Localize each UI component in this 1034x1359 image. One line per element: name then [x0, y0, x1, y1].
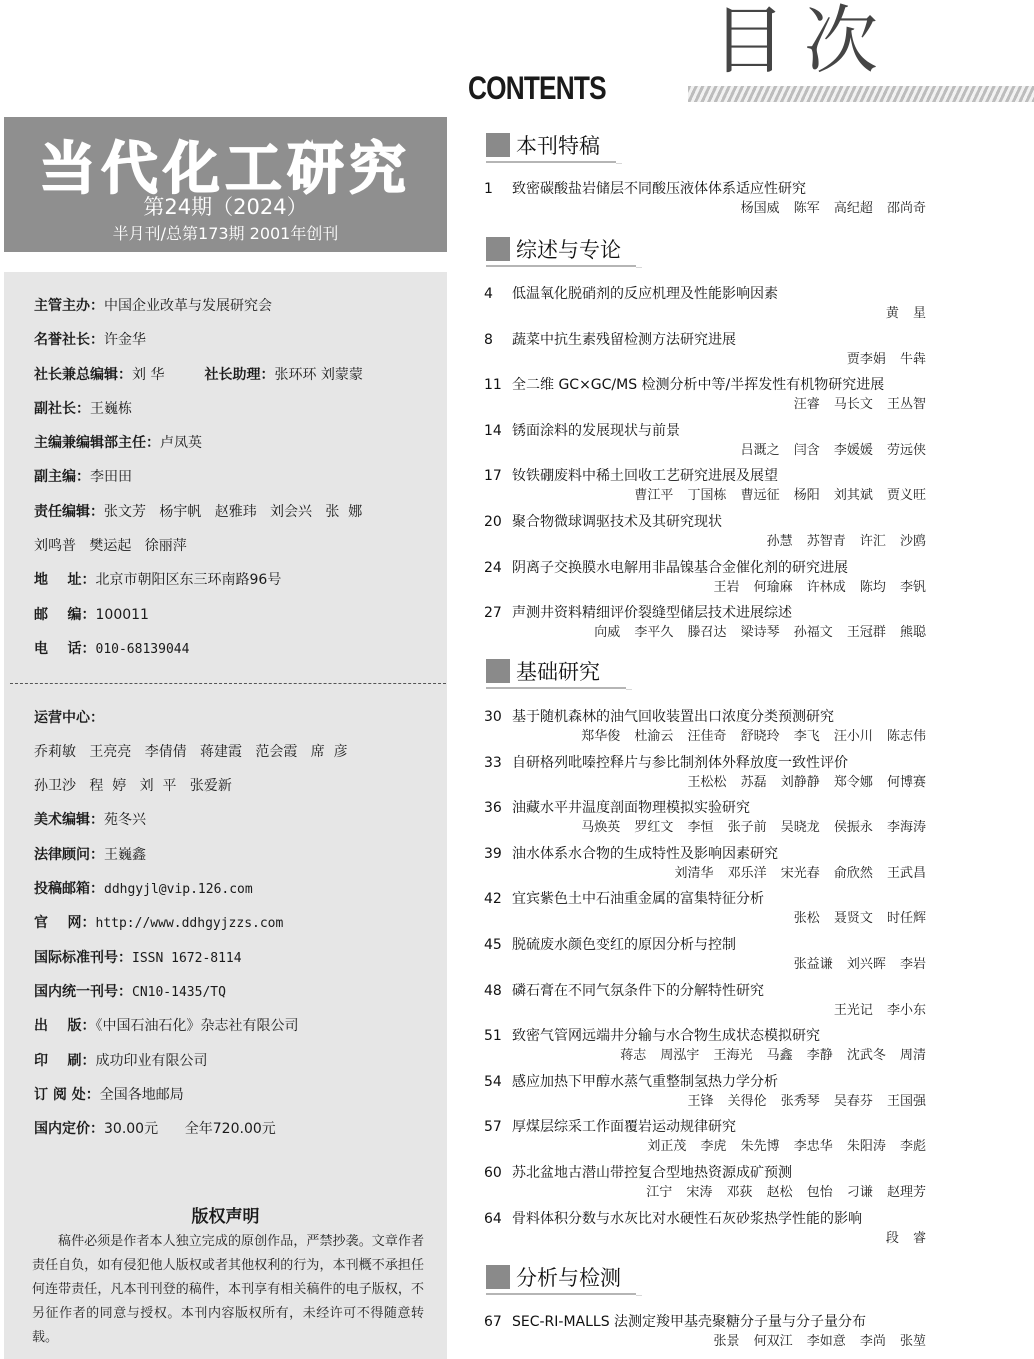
toc-authors: 张益谦 刘兴晖 李岩 [793, 957, 926, 972]
toc-authors: 曹江平 丁国栋 曹远征 杨阳 刘其斌 贾义旺 [634, 488, 926, 504]
header-rule [688, 86, 1034, 102]
section-marker [486, 237, 510, 261]
section-title: 基础研究 [516, 660, 600, 684]
toc-entry-title-line [484, 1027, 820, 1045]
toc-article-title: 油水体系水合物的生成特性及影响因素研究 [512, 845, 778, 862]
info-president: 社长兼总编辑：刘 华 社长助理：张环环 刘蒙蒙 [34, 367, 363, 383]
toc-entry-title-line [484, 799, 750, 817]
toc-authors: 吕溉之 闫含 李媛媛 劳远侠 [740, 442, 926, 458]
toc-entry-title-line [484, 1164, 792, 1182]
mulu-title: 目次 [712, 0, 896, 84]
toc-page-number: 33 [484, 754, 502, 771]
info-operations-line1: 乔莉敏 王亮亮 李倩倩 蒋建霞 范会霞 席 彦 [34, 744, 348, 760]
info-art-editor: 美术编辑：苑冬兴 [34, 812, 146, 828]
toc-page-number: 64 [484, 1210, 502, 1227]
toc-article-title: 骨料体积分数与水灰比对水硬性石灰砂浆热学性能的影响 [512, 1210, 862, 1227]
toc-page-number: 1 [484, 181, 493, 197]
section-marker [486, 1265, 510, 1289]
toc-entry-title-line [484, 331, 736, 349]
toc-authors: 杨国威 陈军 高纪超 邵尚奇 [740, 201, 926, 216]
toc-page-number: 67 [484, 1314, 502, 1330]
toc-article-title: 阴离子交换膜水电解用非晶镍基合金催化剂的研究进展 [512, 559, 848, 576]
toc-article-title: 锈面涂料的发展现状与前景 [512, 422, 680, 439]
toc-authors: 刘清华 邓乐洋 宋光春 俞欣然 王武昌 [674, 865, 926, 881]
toc-article-title: 磷石膏在不同气氛条件下的分解特性研究 [512, 982, 764, 999]
toc-entry-title-line [484, 422, 680, 440]
toc-article-title: 钕铁硼废料中稀土回收工艺研究进展及展望 [512, 468, 778, 485]
toc-authors: 江宁 宋涛 邓荻 赵松 包怡 刁谦 赵理芳 [646, 1185, 926, 1200]
toc-page-number: 45 [484, 937, 502, 953]
toc-authors: 贾李娟 牛犇 [846, 351, 926, 367]
toc-article-title: 感应加热下甲醇水蒸气重整制氢热力学分析 [512, 1073, 778, 1090]
toc-article-title: 宜宾紫色土中石油重金属的富集特征分析 [512, 891, 764, 908]
toc-entry-title-line [484, 513, 722, 531]
toc-page-number: 14 [484, 422, 502, 439]
toc-authors: 王光记 李小东 [833, 1002, 926, 1018]
section-underline-tail [616, 163, 622, 164]
toc-entry-title-line [484, 1118, 736, 1136]
toc-authors: 王岩 何瑜麻 许林成 陈均 李钒 [713, 579, 926, 595]
toc-page-number: 60 [484, 1165, 502, 1181]
toc-page-number: 57 [484, 1119, 502, 1136]
section-marker [486, 133, 510, 157]
dashed-divider [10, 683, 446, 684]
toc-entry-title-line [484, 754, 848, 772]
toc-article-title: SEC-RI-MALLS 法测定羧甲基壳聚糖分子量与分子量分布 [512, 1314, 867, 1330]
toc-entry-title-line [484, 1073, 778, 1091]
section-underline-tail [626, 689, 632, 690]
section-underline [486, 265, 636, 267]
toc-article-title: 基于随机森林的油气回收装置出口浓度分类预测研究 [512, 709, 834, 725]
section-title: 分析与检测 [516, 1266, 621, 1290]
section-underline [486, 1293, 636, 1295]
section-marker [486, 659, 510, 683]
toc-entry-title-line [484, 376, 884, 394]
toc-article-title: 全二维 GC×GC/MS 检测分析中等/半挥发性有机物研究进展 [512, 377, 885, 394]
toc-article-title: 低温氧化脱硝剂的反应机理及性能影响因素 [512, 286, 778, 302]
toc-page-number: 17 [484, 468, 502, 485]
toc-authors: 王松松 苏磊 刘静静 郑令娜 何博赛 [687, 774, 926, 790]
toc-entry-title-line [484, 1313, 866, 1331]
contents-title: CONTENTS [468, 70, 606, 106]
toc-entry-title-line [484, 708, 834, 726]
toc-page-number: 20 [484, 514, 502, 530]
toc-entry-title-line [484, 845, 778, 863]
toc-authors: 郑华俊 杜渝云 汪佳奇 舒晓玲 李飞 汪小川 陈志伟 [581, 729, 926, 744]
section-underline [486, 161, 616, 163]
info-issn: 国际标准刊号：ISSN 1672-8114 [34, 950, 242, 966]
toc-authors: 段 睿 [885, 1230, 926, 1246]
section-underline-tail [636, 1295, 642, 1296]
section-title: 综述与专论 [516, 238, 621, 262]
info-editors-line2: 刘鸣普 樊运起 徐丽萍 [34, 538, 187, 554]
toc-authors: 向威 李平久 滕召达 梁诗琴 孙福文 王冠群 熊聪 [594, 625, 926, 641]
info-address: 地 址：北京市朝阳区东三环南路96号 [34, 572, 282, 588]
toc-entry-title-line [484, 180, 806, 198]
toc-entry-title-line [484, 936, 736, 954]
info-panel [4, 272, 447, 1359]
info-vice-president: 副社长：王巍栋 [34, 401, 132, 417]
issue-subtitle: 半月刊/总第173期 2001年创刊 [112, 224, 339, 243]
toc-entry-title-line [484, 1210, 862, 1228]
info-cn: 国内统一刊号：CN10-1435/TQ [34, 984, 226, 1000]
toc-article-title: 聚合物微球调驱技术及其研究现状 [512, 514, 722, 530]
info-email: 投稿邮箱：ddhgyjl@vip.126.com [34, 881, 253, 897]
toc-article-title: 声测井资料精细评价裂缝型储层技术进展综述 [512, 605, 792, 622]
toc-page-number: 27 [484, 605, 502, 622]
toc-authors: 张松 聂贤文 时任辉 [793, 911, 926, 927]
info-price: 国内定价：30.00元 全年720.00元 [34, 1121, 276, 1137]
section-underline-tail [636, 267, 642, 268]
toc-authors: 蒋志 周泓宇 王海光 马鑫 李静 沈武冬 周清 [620, 1048, 926, 1064]
info-operations-label: 运营中心： [34, 710, 104, 726]
toc-article-title: 致密气管网远端井分输与水合物生成状态模拟研究 [512, 1028, 820, 1045]
info-publisher: 出 版：《中国石油石化》杂志社有限公司 [34, 1018, 299, 1034]
toc-article-title: 油藏水平井温度剖面物理模拟实验研究 [512, 800, 750, 817]
toc-page-number: 11 [484, 377, 502, 394]
info-printer: 印 刷：成功印业有限公司 [34, 1053, 208, 1069]
toc-page-number: 8 [484, 331, 493, 348]
toc-page-number: 30 [484, 709, 502, 725]
toc-entry-title-line [484, 604, 792, 622]
journal-name: 当代化工研究 [39, 136, 412, 202]
toc-article-title: 自研格列吡嗪控释片与参比制剂体外释放度一致性评价 [512, 754, 848, 771]
info-chief-director: 主编兼编辑部主任：卢凤英 [34, 435, 202, 451]
masthead [4, 117, 447, 252]
toc-authors: 孙慧 苏智青 许汇 沙鸥 [766, 534, 926, 549]
copyright-title: 版权声明 [191, 1207, 260, 1227]
toc-page-number: 4 [484, 286, 493, 302]
info-honorary-president: 名誉社长：许金华 [34, 332, 146, 348]
toc-entry-title-line [484, 982, 764, 1000]
info-website: 官 网：http://www.ddhgyjzzs.com [34, 915, 284, 931]
toc-page-number: 39 [484, 845, 502, 862]
toc-page-number: 36 [484, 800, 502, 817]
toc-page-number: 48 [484, 982, 502, 999]
toc-entry-title-line [484, 467, 778, 485]
info-subscription: 订 阅 处：全国各地邮局 [34, 1087, 184, 1103]
toc-authors: 汪睿 马长文 王丛智 [793, 397, 926, 413]
info-operations-line2: 孙卫沙 程 婷 刘 平 张爱新 [34, 778, 232, 794]
info-phone: 电 话：010-68139044 [34, 641, 190, 657]
toc-article-title: 蔬菜中抗生素残留检测方法研究进展 [512, 331, 736, 348]
toc-authors: 刘正茂 李虎 朱先博 李忠华 朱阳涛 李彪 [647, 1139, 926, 1155]
toc-page-number: 51 [484, 1028, 502, 1045]
toc-authors: 王锋 关得伦 张秀琴 吴春芬 王国强 [687, 1093, 926, 1109]
info-legal: 法律顾问：王巍鑫 [34, 847, 146, 863]
toc-article-title: 苏北盆地古潜山带控复合型地热资源成矿预测 [512, 1165, 792, 1181]
toc-entry-title-line [484, 285, 778, 303]
copyright-body: 稿件必须是作者本人独立完成的原创作品，严禁抄袭。文章作者责任自负，如有侵犯他人版权或者其他权利的行为，本刊概不承担任何连带责任，凡本刊刊登的稿件，本刊享有相关稿件的电子版权，不另征作者的同意与授权。本刊内容版权所有，未经许可不得随意转载。 [32, 1234, 424, 1345]
toc-entry-title-line [484, 559, 848, 577]
toc-article-title: 厚煤层综采工作面覆岩运动规律研究 [512, 1119, 736, 1136]
toc-page-number: 42 [484, 891, 502, 908]
toc-page-number: 54 [484, 1073, 502, 1090]
toc-article-title: 脱硫废水颜色变红的原因分析与控制 [512, 937, 736, 953]
toc-page-number: 24 [484, 559, 502, 576]
info-sponsor: 主管主办：中国企业改革与发展研究会 [34, 298, 272, 314]
info-editors: 责任编辑：张文芳 杨宇帆 赵雅玮 刘会兴 张 娜 [34, 504, 363, 520]
toc-article-title: 致密碳酸盐岩储层不同酸压液体体系适应性研究 [512, 181, 806, 197]
toc-authors: 黄 星 [885, 306, 926, 321]
info-postcode: 邮 编：100011 [34, 607, 149, 623]
issue-number: 第24期（2024） [143, 195, 308, 219]
info-deputy-editor: 副主编：李田田 [34, 469, 132, 485]
section-title: 本刊特稿 [516, 134, 600, 158]
section-underline [486, 687, 626, 689]
toc-authors: 张景 何双江 李如意 李尚 张堃 [713, 1334, 926, 1349]
toc-entry-title-line [484, 890, 764, 908]
toc-authors: 马焕英 罗红文 李恒 张子前 吴晓龙 侯振永 李海涛 [581, 820, 926, 836]
